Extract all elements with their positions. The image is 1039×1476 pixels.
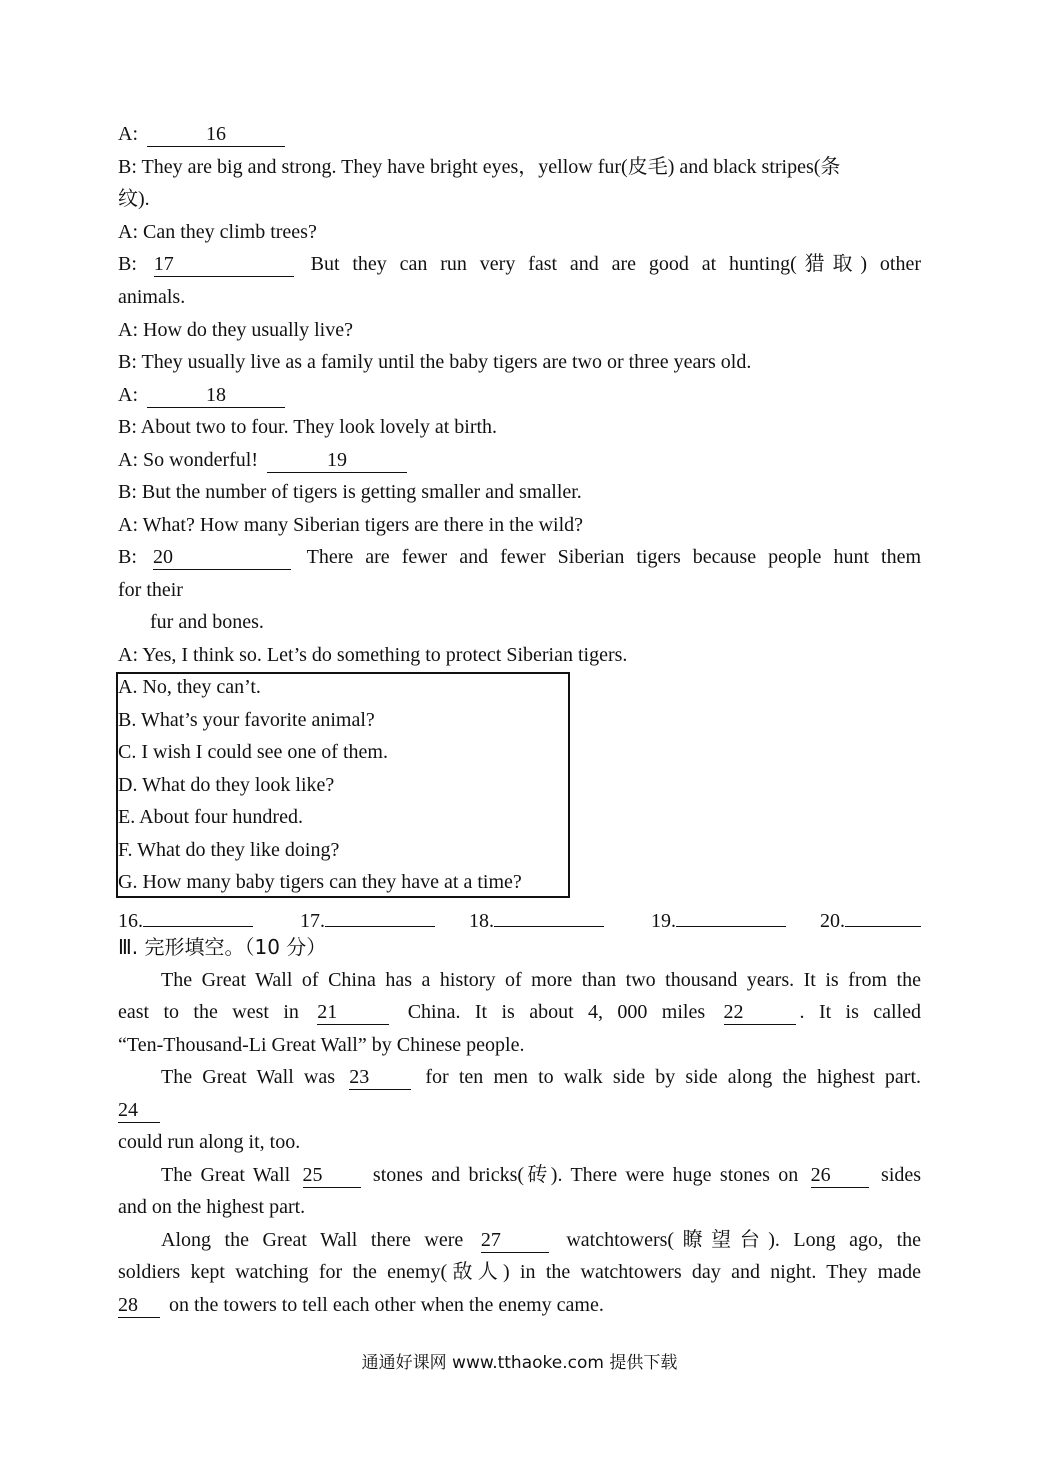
cloze-line: The Great Wall 25 stones and bricks(砖). There were huge stones on 26 sides (161, 1164, 922, 1186)
cloze-blank-26[interactable]: 26 (811, 1163, 869, 1188)
answer-blank-16[interactable]: 16 (147, 122, 285, 147)
dialogue-line: B: About two to four. They look lovely at birth. (118, 416, 498, 438)
dialogue-line: animals. (118, 286, 186, 308)
dialogue-line: B: 20 There are fewer and fewer Siberian tigers because people hunt them (118, 546, 922, 568)
options-box (116, 672, 570, 898)
cloze-blank-22[interactable]: 22 (724, 1000, 796, 1025)
answer-slot-20[interactable]: 20. (820, 902, 921, 937)
dialogue-line: A: What? How many Siberian tigers are there in the wild? (118, 514, 584, 536)
cloze-blank-28[interactable]: 28 (118, 1293, 160, 1318)
cloze-line: Along the Great Wall there were 27 watchtowers(瞭望台). Long ago, the (161, 1229, 922, 1251)
dialogue-line: 纹). (118, 188, 150, 210)
dialogue-line: B: They are big and strong. They have bright eyes，yellow fur(皮毛) and black stripes(条 (118, 156, 841, 178)
option-c: C. I wish I could see one of them. (118, 741, 388, 763)
dialogue-line: fur and bones. (150, 611, 264, 633)
dialogue-line: A: How do they usually live? (118, 319, 353, 341)
option-f: F. What do they like doing? (118, 839, 340, 861)
dialogue-line: A: Yes, I think so. Let’s do something to protect Siberian tigers. (118, 644, 628, 666)
cloze-line: east to the west in 21 China. It is about 4, 000 miles 22 . It is called (118, 1001, 922, 1023)
answer-blank-20[interactable]: 20 (153, 545, 291, 570)
dialogue-line: A: So wonderful! 19 (118, 444, 411, 476)
option-e: E. About four hundred. (118, 806, 303, 828)
cloze-line: and on the highest part. (118, 1196, 306, 1218)
option-b: B. What’s your favorite animal? (118, 709, 375, 731)
page-footer: 通通好课网 www.tthaoke.com 提供下载 (361, 1353, 678, 1373)
cloze-line: “Ten-Thousand-Li Great Wall” by Chinese people. (118, 1034, 525, 1056)
dialogue-line: B: But the number of tigers is getting smaller and smaller. (118, 481, 582, 503)
answer-line[interactable] (676, 902, 786, 927)
cloze-blank-24[interactable]: 24 (118, 1098, 160, 1123)
dialogue-line: A: 18 (118, 379, 289, 411)
cloze-line: soldiers kept watching for the enemy(敌人) in the watchtowers day and night. They made (118, 1261, 921, 1283)
answer-line[interactable] (845, 902, 921, 927)
answer-blank-19[interactable]: 19 (267, 448, 407, 473)
option-a: A. No, they can’t. (118, 676, 261, 698)
answer-slot-17[interactable]: 17. (300, 902, 435, 937)
cloze-blank-21[interactable]: 21 (317, 1000, 389, 1025)
cloze-blank-23[interactable]: 23 (349, 1065, 411, 1090)
answer-line[interactable] (325, 902, 435, 927)
dialogue-line: for their (118, 579, 183, 601)
dialogue-line: A: Can they climb trees? (118, 221, 317, 243)
dialogue-line: A: 16 (118, 118, 289, 150)
answer-line[interactable] (143, 902, 253, 927)
answer-slot-19[interactable]: 19. (651, 902, 786, 937)
answer-blank-18[interactable]: 18 (147, 383, 285, 408)
cloze-blank-27[interactable]: 27 (481, 1228, 549, 1253)
option-d: D. What do they look like? (118, 774, 335, 796)
answer-blank-17[interactable]: 17 (154, 252, 294, 277)
section-title: Ⅲ. 完形填空。（10 分） (118, 935, 327, 959)
option-g: G. How many baby tigers can they have at a time? (118, 871, 522, 893)
dialogue-line: B: They usually live as a family until the baby tigers are two or three years old. (118, 351, 752, 373)
answer-slot-16[interactable]: 16. (118, 902, 253, 937)
cloze-line: The Great Wall of China has a history of more than two thousand years. It is from the (161, 969, 921, 991)
dialogue-line: B: 17 But they can run very fast and are good at hunting(猎取) other (118, 253, 921, 275)
cloze-line (118, 1094, 164, 1126)
cloze-line: 28 on the towers to tell each other when the enemy came. (118, 1294, 604, 1316)
answer-slot-18[interactable]: 18. (469, 902, 604, 937)
cloze-line: could run along it, too. (118, 1131, 301, 1153)
answer-line[interactable] (494, 902, 604, 927)
cloze-line: The Great Wall was 23 for ten men to walk side by side along the highest part. (161, 1066, 922, 1088)
cloze-blank-25[interactable]: 25 (303, 1163, 361, 1188)
answer-row (118, 902, 921, 934)
